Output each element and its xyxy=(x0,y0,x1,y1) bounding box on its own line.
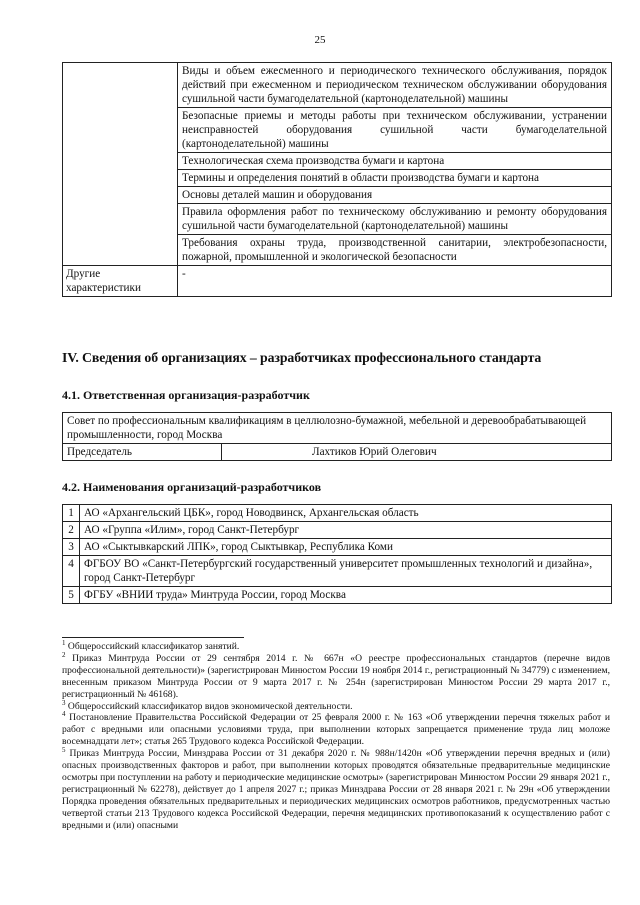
other-characteristics-value: - xyxy=(178,266,612,297)
knowledge-item: Виды и объем ежесменного и периодического технического обслуживания, порядок действий при ежесменном и периодическом техническом обслуживании оборудования сушильной части бумагоделательной (картоноделательной) машины xyxy=(178,63,612,108)
footnote-mark: 4 xyxy=(62,710,66,719)
developer-organizations-table xyxy=(62,504,612,604)
footnote-text: Общероссийский классификатор занятий. xyxy=(67,641,240,652)
organization-name: ФГБОУ ВО «Санкт-Петербургский государственный университет промышленных технологий и дизайна», город Санкт-Петербург xyxy=(80,556,612,587)
table-row xyxy=(63,522,612,539)
section-4-1-heading: 4.1. Ответственная организация-разработчик xyxy=(62,388,310,402)
section-iv-heading: IV. Сведения об организациях – разработчиках профессионального стандарта xyxy=(62,350,542,365)
footnotes xyxy=(62,638,610,832)
table-row xyxy=(63,505,612,522)
footnote xyxy=(62,712,610,748)
table-row xyxy=(63,556,612,587)
chair-label: Председатель xyxy=(63,444,222,461)
knowledge-item: Безопасные приемы и методы работы при техническом обслуживании, устранении неисправностей оборудования сушильной части бумагоделательной (картоноделательной) машины xyxy=(178,108,612,153)
chair-name: Лахтиков Юрий Олегович xyxy=(222,444,612,461)
footnote xyxy=(62,745,610,831)
knowledge-table xyxy=(62,62,612,297)
row-number: 4 xyxy=(63,556,80,587)
table-row xyxy=(63,413,612,444)
table-row xyxy=(63,266,612,297)
row-number: 3 xyxy=(63,539,80,556)
footnote-mark: 5 xyxy=(62,745,66,754)
footnote-text: Постановление Правительства Российской Федерации от 25 февраля 2000 г. № 163 «Об утверждении перечня тяжелых работ и работ с вредными или опасными условиями труда, при выполнении которых запрещается применение труда лиц моложе восемнадцати лет»; статья 265 Трудового кодекса Российской Федерации. xyxy=(62,712,610,748)
row-number: 2 xyxy=(63,522,80,539)
section-4-2-heading: 4.2. Наименования организаций-разработчиков xyxy=(62,480,322,494)
knowledge-item: Правила оформления работ по техническому обслуживанию и ремонту оборудования сушильной части бумагоделательной (картоноделательной) машины xyxy=(178,204,612,235)
row-number: 1 xyxy=(63,505,80,522)
other-characteristics-label: Другие характеристики xyxy=(63,266,178,297)
row-number: 5 xyxy=(63,587,80,604)
footnote-text: Приказ Минтруда России от 29 сентября 2014 г. № 667н «О реестре профессиональных стандартов (перечне видов профессиональной деятельности)» (зарегистрирован Минюстом России 19 ноября 2014 г., регистрационный № 34779) с изменением, внесенным приказом Минтруда России от 9 марта 2017 г. № 254н (зарегистрирован Минюстом России 29 марта 2017 г., регистрационный № 46168). xyxy=(62,652,610,700)
label-cell-empty xyxy=(63,63,178,266)
footnote-separator xyxy=(62,637,244,638)
responsible-organization-name: Совет по профессиональным квалификациям в целлюлозно-бумажной, мебельной и деревообрабатывающей промышленности, город Москва xyxy=(63,413,612,444)
organization-name: АО «Архангельский ЦБК», город Новодвинск, Архангельская область xyxy=(80,505,612,522)
footnote-text: Общероссийский классификатор видов экономической деятельности. xyxy=(67,700,353,712)
organization-name: АО «Сыктывкарский ЛПК», город Сыктывкар, Республика Коми xyxy=(80,539,612,556)
footnote xyxy=(62,638,610,653)
knowledge-item: Технологическая схема производства бумаги и картона xyxy=(178,153,612,170)
table-row xyxy=(63,539,612,556)
footnote-mark: 2 xyxy=(62,650,66,659)
footnote-mark: 3 xyxy=(62,698,66,707)
footnote xyxy=(62,650,610,701)
footnote xyxy=(62,698,610,713)
footnote-mark: 1 xyxy=(62,638,66,647)
knowledge-item: Требования охраны труда, производственной санитарии, электробезопасности, пожарной, промышленной и экологической безопасности xyxy=(178,235,612,266)
responsible-organization-table xyxy=(62,412,612,461)
table-row xyxy=(63,587,612,604)
page-number: 25 xyxy=(314,34,326,46)
knowledge-item: Основы деталей машин и оборудования xyxy=(178,187,612,204)
table-row xyxy=(63,444,612,461)
knowledge-item: Термины и определения понятий в области производства бумаги и картона xyxy=(178,170,612,187)
organization-name: ФГБУ «ВНИИ труда» Минтруда России, город Москва xyxy=(80,587,612,604)
organization-name: АО «Группа «Илим», город Санкт-Петербург xyxy=(80,522,612,539)
footnote-text: Приказ Минтруда России, Минздрава России от 31 декабря 2020 г. № 988н/1420н «Об утверждении перечня вредных и (или) опасных производственных факторов и работ, при выполнении которых проводятся обязательные предварительные медицинские осмотры при поступлении на работу и периодические медицинские осмотры» (зарегистрирован Минюстом России 29 января 2021 г., регистрационный № 62278), действует до 1 апреля 2027 г.; приказ Минздрава России от 28 января 2021 г. № 29н «Об утверждении Порядка проведения обязательных предварительных и периодических медицинских осмотров работников, предусмотренных частью четвертой статьи 213 Трудового кодекса Российской Федерации, перечня медицинских противопоказаний к осуществлению работ с вредными и (или) опасными xyxy=(62,748,610,831)
table-row xyxy=(63,63,612,108)
